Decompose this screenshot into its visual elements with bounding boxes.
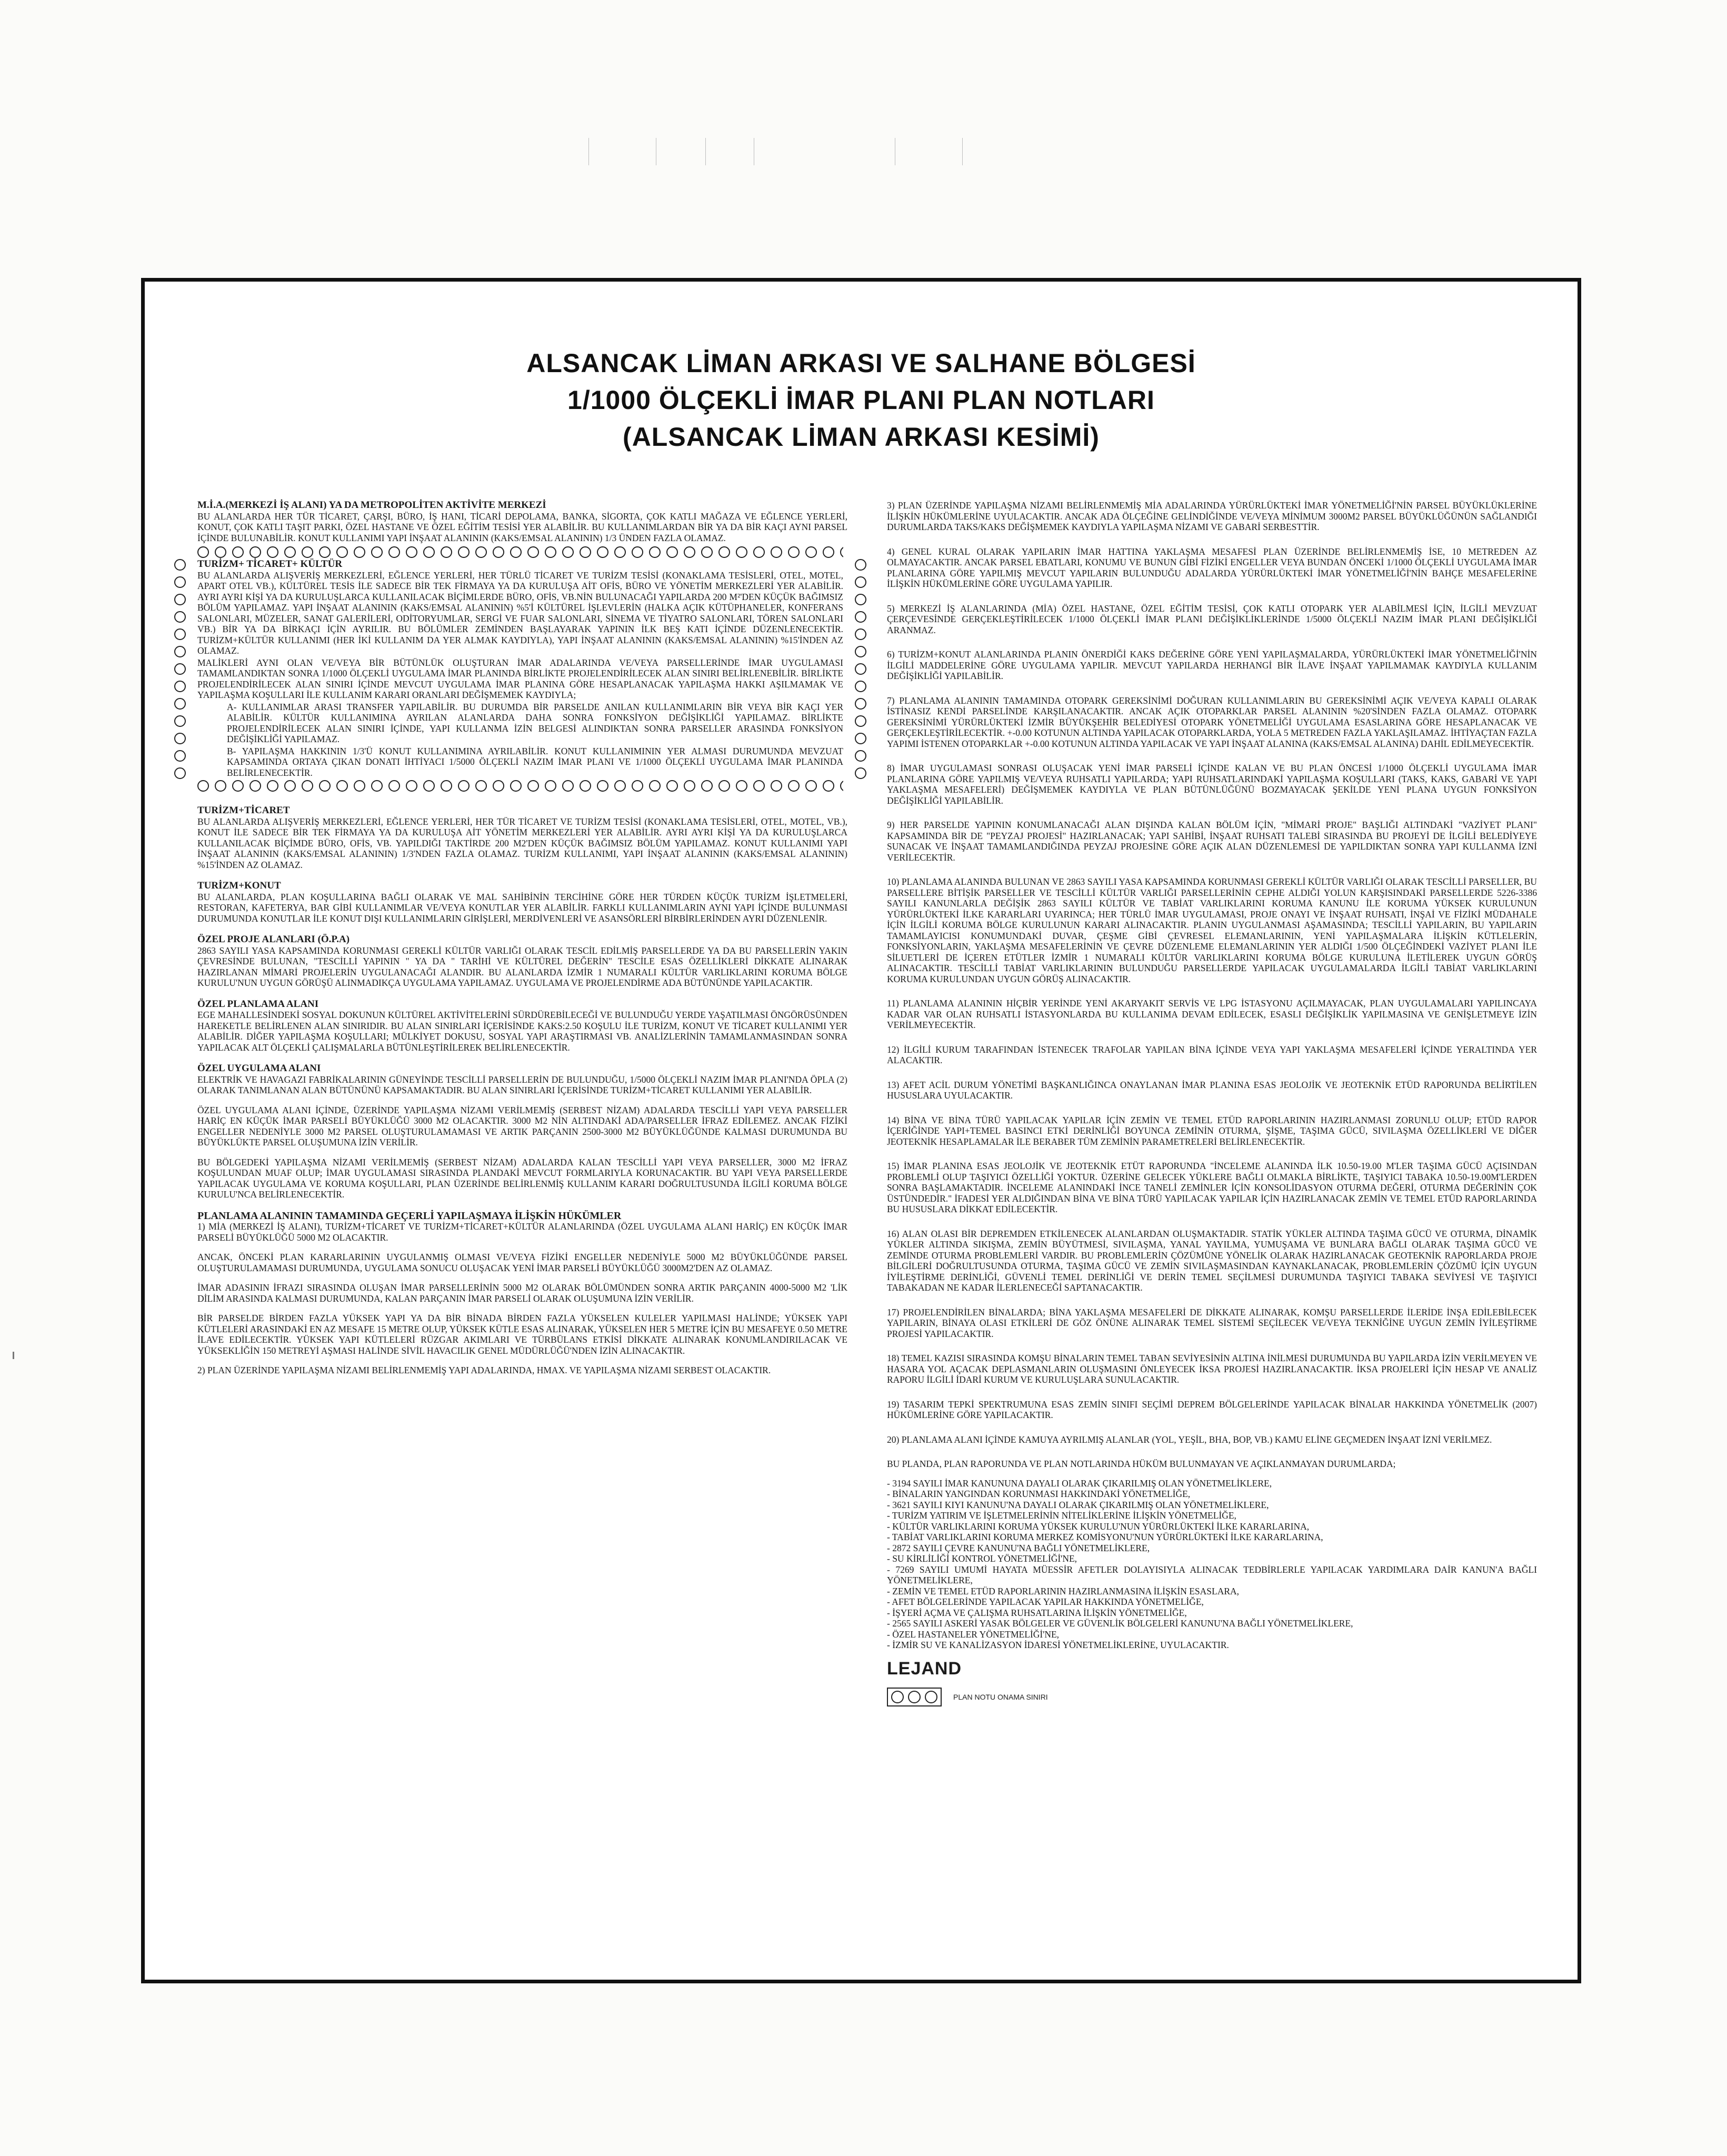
section-text: BU ALANLARDA HER TÜR TİCARET, ÇARŞI, BÜRO, İŞ HANI, TİCARİ DEPOLAMA, BANKA, SİGORTA, ÇOK KATLI MAĞAZA VE EĞLENCE YERLERİ, KONUT, ÇOK KATLI TAŞIT PARKI, ÖZEL HASTANE VE ÖZEL EĞİTİM TESİSİ YER ALABİLİR. BU KULLANIMLARDAN BİR YA DA BİR KAÇI AYNI PARSEL İÇİNDE BULUNABİLİR. KONUT KULLANIMI YAPI İNŞAAT ALANININ (KAKS/EMSAL ALANININ) 1/3 ÜNDEN FAZLA OLAMAZ. (197, 511, 847, 543)
boundary-circle-icon (493, 546, 504, 558)
section-text: ELEKTRİK VE HAVAGAZI FABRİKALARININ GÜNEYİNDE TESCİLLİ PARSELLERİN DE BULUNDUĞU, 1/5000 ÖLÇEKLİ NAZIM İMAR PLANI'NDA ÖPLA (2) OLARAK TANIMLANAN ALAN BÜTÜNÜNÜ KAPSAMAKTADIR. BU ALAN SINIRLARI İÇERİSİNDE TURİZM+TİCARET KULLANIMI YER ALABİLİR. (197, 1074, 847, 1095)
boundary-circle-icon (174, 646, 186, 657)
boundary-circle-icon (684, 780, 695, 792)
boundary-circle-icon (249, 780, 261, 792)
title-line-2: 1/1000 ÖLÇEKLİ İMAR PLANI PLAN NOTLARI (567, 385, 1155, 415)
section-text: BU BÖLGEDEKİ YAPILAŞMA NİZAMI VERİLMEMİŞ (SERBEST NİZAM) ADALARDA KALAN TESCİLLİ YAPI VEYA PARSELLER, 3000 M2 İFRAZ KOŞULUNDAN MUAF OLUP; İMAR UYGULAMASI SIRASINDA PLANDAKİ MEVCUT FORMLARIYLA KORUNACAKTIR. BU YAPI VEYA PARSELLERDE YAPILACAK UYGULAMA VE KORUMA KOŞULLARI, PLAN ÜZERİNDE BELİRLENMİŞ KULLANIM KARARI DOĞRULTUSUNDA İLGİLİ KORUMA BÖLGE KURULU'NCA BELİRLENECEKTİR. (197, 1156, 847, 1200)
plan-note: 9) HER PARSELDE YAPININ KONUMLANACAĞI ALAN DIŞINDA KALAN BÖLÜM İÇİN, "MİMARİ PROJE" BAŞLIĞI ALTINDAKİ "VAZİYET PLANI" KAPSAMINDA BİR DE "PEYZAJ PROJESİ" HAZIRLANACAK; YAPI SAHİBİ, İNŞAAT RUHSATI TALEBİ SIRASINDA BU PROJEYİ DE İLGİLİ BELEDİYEYE SUNACAK VE İNŞAAT TAMAMLANDIĞINDA PEYZAJ PROJESİNE GÖRE AÇIK ALAN DÜZENLEMESİ DE YAPILDIKTAN SONRA YAPI KULLANMA İZNİ VERİLECEKTİR. (887, 820, 1537, 863)
section-text: BU ALANLARDA, PLAN KOŞULLARINA BAĞLI OLARAK VE MAL SAHİBİNİN TERCİHİNE GÖRE HER TÜRDEN KÜÇÜK TURİZM İŞLETMELERİ, RESTORAN, KAFETERYA, BAR GİBİ KULLANIMLAR VE/VEYA KONUTLAR YER ALABİLİR. FARKLI KULLANIMLARIN AYNI YAPI İÇİNDE BULUNMASI DURUMUNDA KONUTLAR İLE KONUT DIŞI KULLANIMLARIN GİRİŞLERİ, MERDİVENLERİ VE ASANSÖRLERİ BİRBİRLERİNDEN AYRI DÜZENLENİR. (197, 891, 847, 924)
list-item: - 3621 SAYILI KIYI KANUNU'NA DAYALI OLARAK ÇIKARILMIŞ OLAN YÖNETMELİKLERE, (887, 1499, 1269, 1510)
boundary-circle-icon (371, 780, 383, 792)
section-title: M.İ.A.(MERKEZİ İŞ ALANI) YA DA METROPOLİTEN AKTİVİTE MERKEZİ (197, 500, 546, 511)
boundary-circle-icon (614, 780, 626, 792)
plan-note: 6) TURİZM+KONUT ALANLARINDA PLANIN ÖNERDİĞİ KAKS DEĞERİNE GÖRE YENİ YAPILAŞMALARDA, YÜRÜRLÜKTEKİ İMAR YÖNETMELİĞİ'NİN İLGİLİ MADDELERİNE GÖRE UYGULAMA YAPILIR. MEVCUT YAPILARDA HERHANGİ BİR İLAVE İNŞAAT YAPILMAMAK KAYDIYLA KULLANIM DEĞİŞİKLİĞİ YAPILABİLİR. (887, 649, 1537, 681)
plan-notes-list (887, 500, 1537, 1445)
plan-note: 3) PLAN ÜZERİNDE YAPILAŞMA NİZAMI BELİRLENMEMİŞ MİA ADALARINDA YÜRÜRLÜKTEKİ İMAR YÖNETMELİĞİ'NİN PARSEL BÜYÜKLÜKLERİNE İLİŞKİN HÜKÜMLERİNE UYULACAKTIR. ANCAK ADA ÖLÇEĞİNE GELİNDİĞİNDE VE/VEYA MİNİMUM 3000M2 PARSEL BÜYÜKLÜĞÜNÜN SAĞLANDIĞI DURUMLARDA TAKS/KAKS DEĞİŞMEMEK KAYDIYLA YAPILAŞMA NİZAMI VE GABARİ SERBESTTİR. (887, 500, 1537, 532)
regulation-list (887, 1478, 1537, 1651)
boundary-circle-icon (855, 628, 866, 640)
boundary-circles-bottom (197, 779, 843, 793)
boundary-circle-icon (855, 611, 866, 623)
plan-note: 5) MERKEZİ İŞ ALANLARINDA (MİA) ÖZEL HASTANE, ÖZEL EĞİTİM TESİSİ, ÇOK KATLI OTOPARK YER ALABİLMESİ İÇİN, İLGİLİ MEVZUAT ÇERÇEVESİNDE GERÇEKLEŞTİRİLECEK 1/1000 ÖLÇEKLİ İMAR PLANI DEĞİŞİKLİKLERİNDE 1/5000 ÖLÇEKLİ NAZIM İMAR PLANI DEĞİŞİKLİĞİ ARANMAZ. (887, 603, 1537, 635)
boundary-circle-icon (823, 546, 834, 558)
boundary-circle-icon (174, 628, 186, 640)
boundary-circle-icon (197, 780, 209, 792)
boundary-circle-icon (441, 546, 452, 558)
boundary-circle-icon (855, 733, 866, 744)
boundary-circle-icon (753, 780, 765, 792)
boundary-circle-icon (684, 546, 695, 558)
boundary-circle-icon (736, 780, 747, 792)
boundary-circle-icon (197, 546, 209, 558)
boundary-circle-icon (840, 780, 843, 792)
boundary-circle-icon (805, 780, 817, 792)
boundary-circle-icon (284, 546, 296, 558)
legend-label: PLAN NOTU ONAMA SINIRI (953, 1692, 1048, 1701)
list-item: - 2872 SAYILI ÇEVRE KANUNU'NA BAĞLI YÖNETMELİKLERE, (887, 1542, 1150, 1553)
boundary-circle-icon (319, 546, 331, 558)
boundary-circle-icon (215, 546, 226, 558)
boundary-circle-icon (174, 681, 186, 692)
boundary-circle-icon (580, 780, 591, 792)
boundary-circle-icon (174, 715, 186, 727)
title-line-1: ALSANCAK LİMAN ARKASI VE SALHANE BÖLGESİ (526, 348, 1196, 378)
list-item: - SU KİRLİLİĞİ KONTROL YÖNETMELİĞİ'NE, (887, 1553, 1077, 1564)
section-text: 1) MİA (MERKEZİ İŞ ALANI), TURİZM+TİCARET VE TURİZM+TİCARET+KÜLTÜR ALANLARINDA (ÖZEL UYGULAMA ALANI HARİÇ) EN KÜÇÜK İMAR PARSELİ BÜYÜKLÜĞÜ 5000 M2 OLACAKTIR. (197, 1221, 847, 1243)
boundary-circle-icon (510, 780, 522, 792)
boundary-circle-icon (788, 780, 800, 792)
boundary-circle-icon (666, 546, 678, 558)
section-text: BU ALANLARDA ALIŞVERİŞ MERKEZLERİ, EĞLENCE YERLERİ, HER TÜR TİCARET VE TURİZM TESİSİ (KONAKLAMA TESİSLERİ, OTEL, MOTEL, VB.), KONUT İLE SADECE BİR TEK FİRMAYA YA DA KURULUŞA AİT YÖNETİM MERKEZLERİ YER ALABİLİR. AYRI AYRI KİŞİ YA DA KURULUŞLARCA KULLANILACAK BİÇİMDE BÜRO, OFİS, VB. YAPILDIĞI TAKTİRDE 200 M2'DEN KÜÇÜK BAĞIMSIZ BÖLÜM YAPILAMAZ. KONUT KULLANIMI YAPI İNŞAAT ALANININ (KAKS/EMSAL ALANININ) 1/3'NDEN FAZLA OLAMAZ. TURİZM KULLANIMI, YAPI İNŞAAT ALANININ (KAKS/EMSAL ALANININ) %15'İNDEN AZ OLAMAZ. (197, 816, 847, 870)
boundary-circles-left (174, 559, 186, 780)
boundary-circle-icon (510, 546, 522, 558)
section-text: 2) PLAN ÜZERİNDE YAPILAŞMA NİZAMI BELİRLENMEMİŞ YAPI ADALARINDA, HMAX. VE YAPILAŞMA NİZAMI SERBEST OLACAKTIR. (197, 1365, 771, 1375)
boundary-circle-icon (249, 546, 261, 558)
boundary-circle-icon (371, 546, 383, 558)
boundary-circle-icon (823, 780, 834, 792)
boundary-circle-icon (232, 546, 244, 558)
section-title: TURİZM+TİCARET (197, 805, 290, 816)
boundary-circle-icon (597, 780, 608, 792)
section-title: ÖZEL PLANLAMA ALANI (197, 998, 319, 1010)
boundary-circle-icon (597, 546, 608, 558)
title-block (145, 345, 1578, 455)
boundary-circle-icon (406, 780, 417, 792)
boundary-circle-icon (614, 546, 626, 558)
boundary-circle-icon (267, 546, 278, 558)
boundary-circle-icon (458, 780, 470, 792)
boundary-circle-icon (336, 780, 348, 792)
boundary-circle-icon (319, 780, 331, 792)
section-text: ANCAK, ÖNCEKİ PLAN KARARLARININ UYGULANMIŞ OLMASI VE/VEYA FİZİKİ ENGELLER NEDENİYLE 5000 M2 BÜYÜKLÜĞÜNDE PARSEL OLUŞTURULAMAMASI DURUMUNDA, UYGULAMA SONUCU OLUŞACAK YENİ İMAR PARSELİ BÜYÜKLÜĞÜ 3000M2'DEN AZ OLAMAZ. (197, 1252, 847, 1273)
plan-note: 18) TEMEL KAZISI SIRASINDA KOMŞU BİNALARIN TEMEL TABAN SEVİYESİNİN ALTINA İNİLMESİ DURUMUNDA BU YAPILARDA İZİN VERİLMEYEN VE HASARA YOL AÇACAK DEPLASMANLARIN OLUŞMASINI ÖNLEYECEK İKSA PROJESİ HAZIRLANACAKTIR. İKSA PROJELERİ İÇİN HESAP VE ANALİZ RAPORU İLGİLİ İDARİ KURUM VE KURULUŞLARA SUNULACAKTIR. (887, 1353, 1537, 1385)
boundary-circle-icon (855, 715, 866, 727)
plan-note: 16) ALAN OLASI BİR DEPREMDEN ETKİLENECEK ALANLARDAN OLUŞMAKTADIR. STATİK YÜKLER ALTINDA TAŞIMA GÜCÜ VE OTURMA, DİNAMİK YÜKLER ALTINDA SIKIŞMA, ZEMİN BÜYÜTMESİ, SIVILAŞMA, YANAL YAYILMA, YUMUŞAMA VE BUNLARA BAĞLI OLARAK TAŞIMA GÜCÜ VE ZEMİNDE OTURMA PROBLEMLERİ VARDIR. BU PROBLEMLERİN ÇÖZÜMÜNE YÖNELİK OLARAK HAZIRLANACAK GEOTEKNİK RAPORLARDA PROJE BİLGİLERİ DOĞRULTUSUNDA OTURMA, TAŞIMA GÜCÜ VE ZEMİN SIVILAŞMASINDAN KAYNAKLANACAK, PROBLEMLERİN ÇÖZÜMÜ İÇİN UYGUN İYİLEŞTİRME DERİNLİĞİ, GÜVENLİ TEMEL DERİNLİĞİ VE DERİN TEMEL SEÇİLMESİ DURUMUNDA TAŞIYICI TABAKA SEVİYESİ VE TAŞIYICI TABAKADAN NE KADAR İLERLENECEĞİ SAPTANACAKTIR. (887, 1228, 1537, 1293)
boundary-circle-icon (855, 681, 866, 692)
boundary-circle-icon (336, 546, 348, 558)
boundary-circle-icon (855, 559, 866, 571)
boundary-circle-icon (174, 663, 186, 675)
boundary-circle-icon (215, 780, 226, 792)
boundary-circle-icon (718, 780, 730, 792)
section-text: BİR PARSELDE BİRDEN FAZLA YÜKSEK YAPI YA DA BİR BİNADA BİRDEN FAZLA YÜKSELEN KULELER YAPILMASI HALİNDE; YÜKSEK YAPI KÜTLELERİ ARASINDAKİ EN AZ MESAFE 15 METRE OLUP, YÜKSEK KÜTLE ESAS ALINARAK, YÜKSELEN HER 5 METRE İÇİN BU MESAFEYE 0.50 METRE İLAVE EDİLECEKTİR. YÜKSEK YAPI KÜTLELERİ RÜZGAR AKIMLARI VE TÜRBÜLANS ETKİSİ DİKKATE ALINARAK KONUMLANDIRILACAK VE YÜKSEKLİĞİN 150 METREYİ AŞMASI HALİNDE SİVİL HAVACILIK GENEL MÜDÜRLÜĞÜ'NDEN İZİN ALINACAKTIR. (197, 1313, 847, 1356)
boundary-symbol-icon (887, 1688, 942, 1706)
boundary-circle-icon (855, 646, 866, 657)
boundary-circle-icon (174, 576, 186, 588)
list-item: - TURİZM YATIRIM VE İŞLETMELERİNİN NİTELİKLERİNE İLİŞKİN YÖNETMELİĞE, (887, 1510, 1236, 1521)
plan-note: 11) PLANLAMA ALANININ HİÇBİR YERİNDE YENİ AKARYAKIT SERVİS VE LPG İSTASYONU AÇILMAYACAK, PLAN UYGULAMALARI YAPILINCAYA KADAR VAR OLAN RUHSATLI İSTASYONLARDA BU KULLANIMA DEVAM EDİLECEK, ESASLI DEĞİŞİKLİK YAPILMASINA VE GENİŞLETMEYE İZİN VERİLMEYECEKTİR. (887, 998, 1537, 1030)
boundary-circle-icon (736, 546, 747, 558)
list-item: - 2565 SAYILI ASKERİ YASAK BÖLGELER VE GÜVENLİK BÖLGELERİ KANUNU'NA BAĞLI YÖNETMELİKLERE, (887, 1618, 1353, 1629)
boundary-circle-icon (753, 546, 765, 558)
boundary-circle-icon (545, 780, 556, 792)
plan-note: 20) PLANLAMA ALANI İÇİNDE KAMUYA AYRILMIŞ ALANLAR (YOL, YEŞİL, BHA, BOP, VB.) KAMU ELİNE GEÇMEDEN İNŞAAT İZNİ VERİLMEZ. (887, 1434, 1492, 1445)
fold-mark (588, 138, 589, 165)
boundary-circle-icon (354, 546, 365, 558)
list-item: - AFET BÖLGELERİNDE YAPILACAK YAPILAR HAKKINDA YÖNETMELİĞE, (887, 1596, 1204, 1607)
section-text: İMAR ADASININ İFRAZI SIRASINDA OLUŞAN İMAR PARSELLERİNİN 5000 M2 OLARAK BÖLÜMÜNDEN SONRA ARTIK PARÇANIN 4000-5000 M2 'LİK DİLİM ARASINDA KALMASI DURUMUNDA, KALAN PARÇANIN İMAR PARSELİ OLARAK OLUŞUMUNA İZİN VERİLİR. (197, 1282, 847, 1304)
boundary-circle-icon (527, 780, 539, 792)
plan-note: 14) BİNA VE BİNA TÜRÜ YAPILACAK YAPILAR İÇİN ZEMİN VE TEMEL ETÜD RAPORLARININ HAZIRLANMASI ZORUNLU OLUP; ETÜD RAPOR İÇERİĞİNDE YAPI+TEMEL BASINCI ETKİ DERİNLİĞİ BOYUNCA ZEMİNİN OTURMA, ŞİŞME, TAŞIMA GÜCÜ, SIVILAŞMA ÖZELLİKLERİ VE DİĞER JEOTEKNİK HESAPLAMALAR İLE BERABER TÜM ZEMİNİN PARAMETRELERİ BELİRLENECEKTİR. (887, 1114, 1537, 1147)
boundary-circle-icon (855, 767, 866, 779)
section-text: ÖZEL UYGULAMA ALANI İÇİNDE, ÜZERİNDE YAPILAŞMA NİZAMI VERİLMEMİŞ (SERBEST NİZAM) ADALARDA TESCİLLİ YAPI VEYA PARSELLER HARİÇ EN KÜÇÜK İMAR PARSELİ BÜYÜKLÜĞÜ 3000 M2 OLACAKTIR. 3000 M2 NİN ALTINDAKİ ADA/PARSELLER İFRAZ EDİLEMEZ. ANCAK FİZİKİ ENGELLER NEDENİYLE 3000 M2 PARSEL OLUŞTURULAMAMASI VE ARTIK PARÇANIN 2500-3000 M2 BÜYÜKLÜĞÜNDE KALMASI DURUMUNDA BU BÜYÜKLÜKTE PARSEL OLUŞUMUNA İZİN VERİLİR. (197, 1104, 847, 1147)
boundary-circle-icon (174, 611, 186, 623)
boundary-circle-icon (284, 780, 296, 792)
boundary-circle-icon (855, 663, 866, 675)
plan-note: 15) İMAR PLANINA ESAS JEOLOJİK VE JEOTEKNİK ETÜT RAPORUNDA "İNCELEME ALANINDA İLK 10.50-19.00 M'LER TAŞIMA GÜCÜ AÇISINDAN PROBLEMLİ OLUP TAŞIYICI ÖZELLİĞİ YOKTUR. ÜZERİNE GELECEK YÜKLERE BAĞLI OLMAKLA BİRLİKTE, TAŞIYICI TABAKA 10.50-19.00M'LERDEN SONRA BAŞLAMAKTADIR. İNCELEME ALANINDAKİ İNCE TANELİ ZEMİNLER İÇİN KONSOLİDASYON OTURMA DEĞERİ, OTURMA DEĞERİNİN ÇOK ÜSTÜNDEDİR." İFADESİ YER ALDIĞINDAN BİNA VE BİNA TÜRÜ YAPILACAK YAPILAR İÇİN HAZIRLANACAK ZEMİN VE TEMEL ETÜD RAPORLARINDA BU HUSUSLARA DİKKAT EDİLECEKTİR. (887, 1161, 1537, 1214)
boundary-circle-icon (701, 546, 713, 558)
boundary-circle-icon (267, 780, 278, 792)
section-text: B- YAPILAŞMA HAKKININ 1/3'Ü KONUT KULLANIMINA AYRILABİLİR. KONUT KULLANIMININ YER ALMASI DURUMUNDA MEVZUAT KAPSAMINDA ORTAYA ÇIKAN DONATI İHTİYACI 1/5000 ÖLÇEKLİ NAZIM İMAR PLANI VE 1/1000 ÖLÇEKLİ UYGULAMA İMAR PLANINDA BELİRLENECEKTİR. (227, 745, 843, 778)
boundary-circle-icon (388, 546, 400, 558)
boundary-circle-icon (232, 780, 244, 792)
list-item: - BİNALARIN YANGINDAN KORUNMASI HAKKINDAKİ YÖNETMELİĞE, (887, 1489, 1191, 1499)
boundary-circle-icon (458, 546, 470, 558)
boundary-circle-icon (805, 546, 817, 558)
boundary-circle-icon (855, 594, 866, 605)
section-title: ÖZEL PROJE ALANLARI (Ö.P.A) (197, 934, 350, 945)
boundary-circle-icon (423, 546, 435, 558)
plan-note: 8) İMAR UYGULAMASI SONRASI OLUŞACAK YENİ İMAR PARSELİ İÇİNDE KALAN VE BU PLAN ÖNCESİ 1/1000 ÖLÇEKLİ UYGULAMA İMAR PLANLARINA GÖRE YAPILMIŞ VE/VEYA RUHSATLI YAPILARDA; YAPI RUHSATLARINDAKİ YAPILAŞMA KOŞULLARI (TAKS, KAKS, GABARİ VE YAPI YAKLAŞMA MESAFELERİ) DEĞİŞMEMEK KAYDIYLA VE PLAN BÜTÜNLÜĞÜNÜ BOZMAYACAK ŞEKİLDE YENİ PLANA UYGUN FONKSİYON DEĞİŞİKLİĞİ YAPILABİLİR. (887, 763, 1537, 806)
plan-note: 17) PROJELENDİRİLEN BİNALARDA; BİNA YAKLAŞMA MESAFELERİ DE DİKKATE ALINARAK, KOMŞU PARSELLERDE İLERİDE İNŞA EDİLEBİLECEK YAPILARIN, BİNAYA OLASI ETKİLERİ DE GÖZ ÖNÜNE ALINARAK TEMEL SİSTEMİ SEÇİLECEK VE/VEYA TEKNİĞİNE UYGUN ZEMİN İYİLEŞTİRME PROJESİ YAPILACAKTIR. (887, 1306, 1537, 1339)
boundary-circle-icon (666, 780, 678, 792)
section-text: EGE MAHALLESİNDEKİ SOSYAL DOKUNUN KÜLTÜREL AKTİVİTELERİNİ SÜRDÜREBİLECEĞİ VE BULUNDUĞU YERDE YAŞATILMASI ÖNGÖRÜSÜNDEN HAREKETLE BELİRLENEN ALAN SINIRIDIR. BU ALAN SINIRLARI İÇERİSİNDE KAKS:2.50 KOŞULU İLE TURİZM, KONUT VE TİCARET KULLANIMI YER ALABİLİR. DİĞER YAPILAŞMA KOŞULLARI; MÜLKİYET DOKUSU, SOSYAL YAPI ARAŞTIRMASI VB. ANALİZLERİNİN TAMAMLANMASINDAN SONRA YAPILACAK ALT ÖLÇEKLİ ÇALIŞMALARLA BÜTÜNLEŞTİRİLEREK BELİRLENECEKTİR. (197, 1010, 847, 1053)
list-item: - 3194 SAYILI İMAR KANUNUNA DAYALI OLARAK ÇIKARILMIŞ OLAN YÖNETMELİKLERE, (887, 1478, 1272, 1489)
boundary-circles-top (197, 545, 843, 559)
section-title: TURİZM+KONUT (197, 880, 281, 891)
scan-mark (13, 1352, 14, 1359)
section-text: MALİKLERİ AYNI OLAN VE/VEYA BİR BÜTÜNLÜK OLUŞTURAN İMAR ADALARINDA VE/VEYA PARSELLERİNDE İMAR UYGULAMASI TAMAMLANDIKTAN SONRA 1/1000 ÖLÇEKLİ UYGULAMA İMAR PLANINDA BİRLİKTE PROJELENDİRİLECEK ALAN SINIRI BELİRLENEBİLİR. BİRLİKTE PROJELENDİRİLECEK ALAN SINIRI İÇİNDE MEVCUT UYGULAMA İMAR PLANINA GÖRE HESAPLANACAK YAPILAŞMA HAKKI AŞILMAMAK VE YAPILAŞMA KOŞULLARI İLE KULLANIM KARARI ORANLARI DEĞİŞMEMEK KAYDIYLA; (197, 657, 843, 700)
section-title: TURİZM+ TİCARET+ KÜLTÜR (197, 558, 343, 570)
boundary-circle-icon (855, 698, 866, 710)
boundary-circle-icon (840, 546, 843, 558)
boundary-circle-icon (174, 767, 186, 779)
boundary-circle-icon (475, 780, 487, 792)
boundary-circle-icon (174, 733, 186, 744)
plan-note: 7) PLANLAMA ALANININ TAMAMINDA OTOPARK GEREKSİNİMİ DOĞURAN KULLANIMLARIN BU GEREKSİNİMİ AÇIK VE/VEYA KAPALI OLARAK İSTİNASIZ KENDİ PARSELİNDE KARŞILANACAKTIR. ANCAK AÇIK OTOPARKLAR PARSEL ALANININ %20'SİNDEN FAZLA OLAMAZ. OTOPARK GEREKSİNİMİ YÜRÜRLÜKTEKİ İZMİR BÜYÜKŞEHİR BELEDİYESİ OTOPARK YÖNETMELİĞİ UYGULAMA ESASLARINA GÖRE HESAPLANACAK VE GERÇEKLEŞTİRİLECEKTİR. +-0.00 KOTUNUN ALTINDA YAPILACAK OTOPARKLARDA, YOLA 5 METREDEN FAZLA YAKLAŞILAMAZ. İHTİYAÇTAN FAZLA YAPIMI İSTENEN OTOPARKLAR +-0.00 KOTUNUN ALTINDA YAPILACAK VE YAPI İNŞAAT ALANINA (KAKS/EMSAL ALANINA) DAHİL EDİLMEYECEKTİR. (887, 695, 1537, 749)
list-item: - 7269 SAYILI UMUMİ HAYATA MÜESSİR AFETLER DOLAYISIYLA ALINACAK TEDBİRLERLE YAPILACAK YARDIMLARA DAİR KANUN'A BAĞLI YÖNETMELİKLERE, (887, 1564, 1537, 1585)
boundary-circle-icon (174, 594, 186, 605)
plan-note: 13) AFET ACİL DURUM YÖNETİMİ BAŞKANLIĞINCA ONAYLANAN İMAR PLANINA ESAS JEOLOJİK VE JEOTEKNİK ETÜD RAPORUNDA BELİRTİLEN HUSUSLARA UYULACAKTIR. (887, 1079, 1537, 1101)
boundary-circle-icon (527, 546, 539, 558)
list-item: - İZMİR SU VE KANALİZASYON İDARESİ YÖNETMELİKLERİNE, UYULACAKTIR. (887, 1640, 1229, 1650)
fold-mark (705, 138, 706, 165)
plan-sheet (141, 278, 1581, 1983)
plan-note: 19) TASARIM TEPKİ SPEKTRUMUNA ESAS ZEMİN SINIFI SEÇİMİ DEPREM BÖLGELERİNDE YAPILACAK BİNALAR HAKKINDA YÖNETMELİK (2007) HÜKÜMLERİNE GÖRE YAPILACAKTIR. (887, 1399, 1537, 1420)
boundary-circle-icon (354, 780, 365, 792)
left-column (197, 500, 847, 1385)
boundary-circle-icon (174, 559, 186, 571)
legend-title: LEJAND (887, 1658, 962, 1679)
section-title: PLANLAMA ALANININ TAMAMINDA GEÇERLİ YAPILAŞMAYA İLİŞKİN HÜKÜMLER (197, 1210, 622, 1222)
list-item: - ZEMİN VE TEMEL ETÜD RAPORLARININ HAZIRLANMASINA İLİŞKİN ESASLARA, (887, 1585, 1240, 1596)
boundary-circle-icon (632, 780, 643, 792)
list-item: - İŞYERİ AÇMA VE ÇALIŞMA RUHSATLARINA İLİŞKİN YÖNETMELİĞE, (887, 1607, 1187, 1618)
boundary-circle-icon (388, 780, 400, 792)
section-text: A- KULLANIMLAR ARASI TRANSFER YAPILABİLİR. BU DURUMDA BİR PARSELDE ANILAN KULLANIMLARIN BİR VEYA BİR KAÇI YER ALABİLİR. KÜLTÜR KULLANIMINA AYRILAN ALANLARDA DAHA SONRA FONKSİYON DEĞİŞİKLİĞİ YAPILAMAZ. BİRLİKTE PROJELENDİRİLECEK ALAN SINIRI İÇİNDE, YAPI KULLANMA İZİN BELGESİ ALINDIKTAN SONRA PARSELLER ARASINDA FONKSİYON DEĞİŞİKLİĞİ YAPILAMAZ. (227, 701, 843, 744)
plan-note: 12) İLGİLİ KURUM TARAFINDAN İSTENECEK TRAFOLAR YAPILAN BİNA İÇİNDE VEYA YAPI YAKLAŞMA MESAFELERİ İÇİNDE YERALTINDA YER ALACAKTIR. (887, 1044, 1537, 1065)
boundary-circle-icon (475, 546, 487, 558)
approval-boundary-box (172, 544, 869, 795)
list-item: - KÜLTÜR VARLIKLARINI KORUMA YÜKSEK KURULU'NUN YÜRÜRLÜKTEKİ İLKE KARARLARINA, (887, 1521, 1310, 1532)
boundary-circle-icon (562, 546, 574, 558)
section-text: BU ALANLARDA ALIŞVERİŞ MERKEZLERİ, EĞLENCE YERLERİ, HER TÜRLÜ TİCARET VE TURİZM TESİSİ (KONAKLAMA TESİSLERİ, OTEL, MOTEL, APART OTEL VB.), KÜLTÜREL TESİS İLE SADECE BİR TEK FİRMAYA YA DA KURULUŞA AİT OFİS, BÜRO VE YÖNETİM MERKEZLERİ YER ALABİLİR. AYRI AYRI KİŞİ YA DA KURULUŞLARCA KULLANILACAK BİÇİMLERDE BÜRO, OFİS, VB.NİN BULUNACAĞI YAPILARDA 200 M²'DEN KÜÇÜK BAĞIMSIZ BÖLÜM YAPILAMAZ. YAPI İNŞAAT ALANININ (KAKS/EMSAL ALANININ) %5'İ KÜLTÜREL İŞLEVLERİN (HALKA AÇIK KÜTÜPHANELER, KONFERANS SALONLARI, MÜZELER, SANAT GALERİLERİ, ODİTORYUMLAR, SERGİ VE FUAR SALONLARI, SİNEMA VE TİYATRO SALONLARI, TÖREN SALONLARI VB.) BİR YA DA BİRKAÇI İÇİN AYRILIR. BU BÖLÜMLER ZEMİNDEN BAŞLAYARAK YAPININ İLK BEŞ KATI İÇİNDE DÜZENLENECEKTİR. TURİZM+KÜLTÜR KULLANIMI (HER İKİ KULLANIM DA YER ALMAK KAYDIYLA), YAPI İNŞAAT ALANININ (KAKS/EMSAL ALANININ) %15'İNDEN AZ OLAMAZ. (197, 570, 843, 656)
right-column (887, 500, 1537, 1706)
section-text: BU PLANDA, PLAN RAPORUNDA VE PLAN NOTLARINDA HÜKÜM BULUNMAYAN VE AÇIKLANMAYAN DURUMLARDA; (887, 1459, 1396, 1469)
boundary-circle-icon (545, 546, 556, 558)
boundary-circle-icon (632, 546, 643, 558)
boundary-circle-icon (302, 780, 313, 792)
boundary-circle-icon (302, 546, 313, 558)
title-line-3: (ALSANCAK LİMAN ARKASI KESİMİ) (623, 422, 1100, 452)
section-title: ÖZEL UYGULAMA ALANI (197, 1063, 321, 1074)
boundary-circle-icon (718, 546, 730, 558)
boundary-circle-icon (493, 780, 504, 792)
boundary-circles-right (855, 559, 866, 780)
boundary-circle-icon (406, 546, 417, 558)
boundary-circle-icon (174, 750, 186, 762)
boundary-circle-icon (423, 780, 435, 792)
boundary-circle-icon (771, 780, 782, 792)
boundary-circle-icon (649, 780, 661, 792)
plan-note: 4) GENEL KURAL OLARAK YAPILARIN İMAR HATTINA YAKLAŞMA MESAFESİ PLAN ÜZERİNDE BELİRLENMEMİŞ İSE, 10 METREDEN AZ OLMAYACAKTIR. ANCAK PARSEL EBATLARI, KONUMU VE BUNUN GİBİ FİZİKİ ENGELLER VEYA BUNDAN ÖNCEKİ 1/1000 ÖLÇEKLİ UYGULAMA İMAR PLANLARINA GÖRE YAPILMIŞ MEVCUT YAPILARIN BULUNDUĞU ADALARDA YÜRÜRLÜKTEKİ İMAR YÖNETMELİĞİ'NİN BAHÇE MESAFELERİNE İLİŞKİN HÜKÜMLERİNE GÖRE UYGULAMA YAPILIR. (887, 546, 1537, 589)
boundary-circle-icon (855, 576, 866, 588)
boundary-circle-icon (580, 546, 591, 558)
boundary-circle-icon (855, 750, 866, 762)
fold-mark (962, 138, 963, 165)
list-item: - TABİAT VARLIKLARINI KORUMA MERKEZ KOMİSYONU'NUN YÜRÜRLÜKTEKİ İLKE KARARLARINA, (887, 1532, 1323, 1542)
boundary-circle-icon (771, 546, 782, 558)
legend-item (887, 1688, 1537, 1706)
boundary-circle-icon (788, 546, 800, 558)
section-text: 2863 SAYILI YASA KAPSAMINDA KORUNMASI GEREKLİ KÜLTÜR VARLIĞI OLARAK TESCİL EDİLMİŞ PARSELLERDE YA DA BU PARSELLERİN YAKIN ÇEVRESİNDE BULUNAN, "TESCİLLİ YAPININ " YA DA " TARİHİ VE KÜLTÜREL DEĞERİN" TESCİLE ESAS ÖZELLİKLERİ DİKKATE ALINARAK HAZIRLANAN MİMARİ PROJELERİN UYGULANACAĞI ALANDIR. BU ALANLARDA İZMİR 1 NUMARALI KÜLTÜR VARLIKLARINI KORUMA BÖLGE KURULU'NUN UYGUN GÖRÜŞÜ ALINMADIKÇA UYGULAMA YAPILAMAZ. UYGULAMA VE PROJELENDİRME ADA BÜTÜNÜNDE YAPILACAKTIR. (197, 945, 847, 988)
boundary-circle-icon (649, 546, 661, 558)
boundary-circle-icon (441, 780, 452, 792)
plan-note: 10) PLANLAMA ALANINDA BULUNAN VE 2863 SAYILI YASA KAPSAMINDA KORUNMASI GEREKLİ KÜLTÜR VARLIĞI OLARAK TESCİLLİ PARSELLER, BU PARSELLERE BİTİŞİK PARSELLER VE TESCİLLİ KÜLTÜR VARLIĞI PARSELLERİNİN CEPHE ALDIĞI YOLUN KARŞISINDAKİ PARSELLERDE 5226-3386 SAYILI KANUNLARLA DEĞİŞİK 2863 SAYILI KÜLTÜR VE TABİAT VARLIKLARINI KORUMA KANUNU İLE KORUMA YÜKSEK KURULUNUN YÜRÜRLÜKTEKİ İLKE KARARLARI UYARINCA; HER TÜRLÜ İMAR UYGULAMASI, PROJE ONAYI VE İNŞAAT RUHSATI, İNŞAİ VE FİZİKİ MÜDAHALE İÇİN İLGİLİ KORUMA BÖLGE KURULUNUN KARARI ALINACAKTIR. PLANIN UYGULANMASI AŞAMASINDA; TESCİLLİ YAPILARIN, BU YAPILARIN TAMAMLAYICISI KONUMUNDAKİ DUVAR, ÇEŞME GİBİ ÇEVRESEL ELEMANLARININ, YENİ YAPILAŞMALARA İLİŞKİN KÜTLELERİN, FONKSİYONLARIN, YAKLAŞMA MESAFELERİNİN VE ÇEVRE DÜZENLEME ELEMANLARININ YER ALDIĞI 1/500 ÖLÇEĞİNDEKİ VAZİYET PLANI İLE SİLUETLERİ DE İÇEREN ETÜTLER İZMİR 1 NUMARALI KÜLTÜR VARLIKLARINI KORUMA BÖLGE KURULUNA İLETİLEREK UYGUN GÖRÜŞ ALINACAKTIR. TESCİLLİ TABİAT VARLIKLARININ BULUNDUĞU PARSELLERDE YAPILACAK UYGULAMALARDA İLGİLİ TABİAT VARLIKLARINI KORUMA KURULUNDAN UYGUN GÖRÜŞ ALINACAKTIR. (887, 876, 1537, 984)
list-item: - ÖZEL HASTANELER YÖNETMELİĞİ'NE, (887, 1629, 1060, 1640)
boundary-circle-icon (562, 780, 574, 792)
boundary-circle-icon (174, 698, 186, 710)
boundary-circle-icon (701, 780, 713, 792)
